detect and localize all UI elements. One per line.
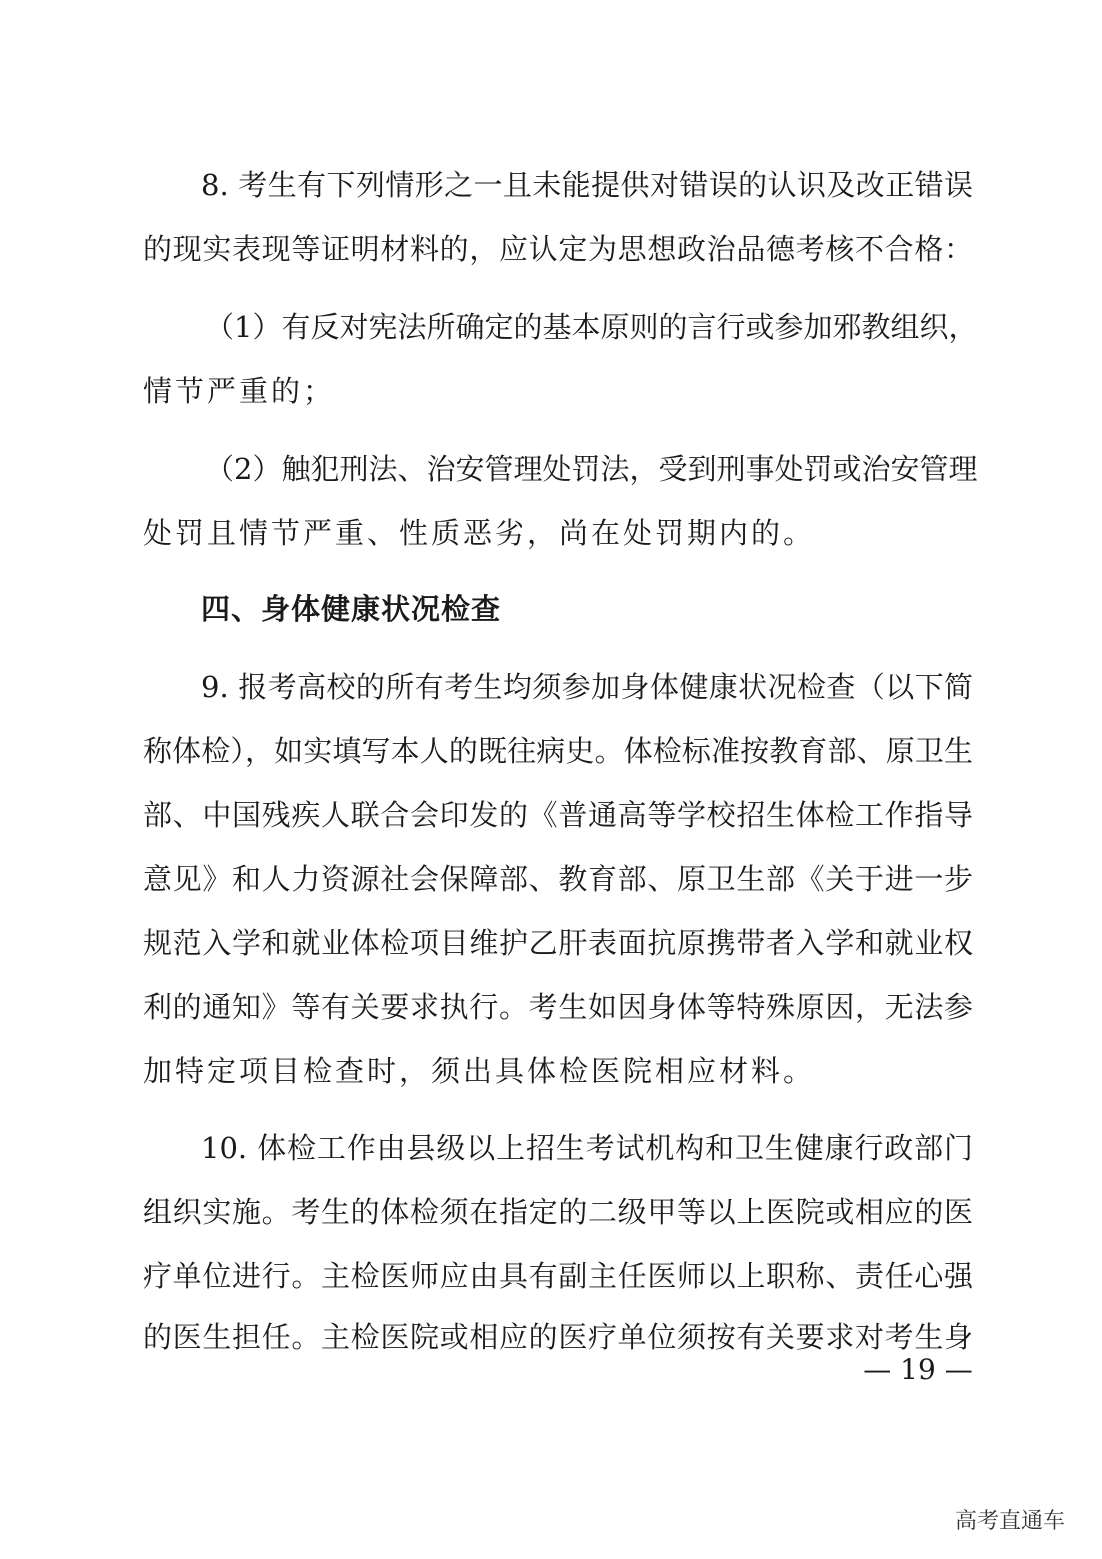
paragraph-9-line-4: 意见》和人力资源社会保障部、教育部、原卫生部《关于进一步 — [143, 862, 973, 896]
watermark: 高考直通车 — [955, 1509, 1066, 1534]
paragraph-8-item-2-line-1: （2）触犯刑法、治安管理处罚法，受到刑事处罚或治安管理 — [205, 452, 978, 486]
paragraph-8-item-2-line-2: 处罚且情节严重、性质恶劣，尚在处罚期内的。 — [143, 516, 816, 550]
paragraph-9-line-5: 规范入学和就业体检项目维护乙肝表面抗原携带者入学和就业权 — [143, 926, 973, 960]
paragraph-9-line-1: 9. 报考高校的所有考生均须参加身体健康状况检查（以下简 — [201, 670, 973, 704]
paragraph-10-line-4: 的医生担任。主检医院或相应的医疗单位须按有关要求对考生身 — [143, 1320, 973, 1354]
paragraph-8-line-1: 8. 考生有下列情形之一且未能提供对错误的认识及改正错误 — [201, 168, 973, 202]
section-heading: 四、身体健康状况检查 — [201, 592, 502, 626]
paragraph-8-item-1-line-2: 情节严重的； — [143, 374, 336, 408]
paragraph-10-line-1: 10. 体检工作由县级以上招生考试机构和卫生健康行政部门 — [201, 1131, 973, 1165]
paragraph-9-line-3: 部、中国残疾人联合会印发的《普通高等学校招生体检工作指导 — [143, 798, 973, 832]
paragraph-8-item-1-line-1: （1）有反对宪法所确定的基本原则的言行或参加邪教组织， — [205, 310, 978, 344]
paragraph-9-line-2: 称体检），如实填写本人的既往病史。体检标准按教育部、原卫生 — [143, 734, 973, 768]
paragraph-9-line-7: 加特定项目检查时，须出具体检医院相应材料。 — [143, 1054, 816, 1088]
page-number: — 19 — — [863, 1353, 973, 1386]
paragraph-9-line-6: 利的通知》等有关要求执行。考生如因身体等特殊原因，无法参 — [143, 990, 973, 1024]
paragraph-10-line-2: 组织实施。考生的体检须在指定的二级甲等以上医院或相应的医 — [143, 1195, 973, 1229]
paragraph-8-line-2: 的现实表现等证明材料的，应认定为思想政治品德考核不合格： — [143, 232, 973, 266]
paragraph-10-line-3: 疗单位进行。主检医师应由具有副主任医师以上职称、责任心强 — [143, 1259, 973, 1293]
